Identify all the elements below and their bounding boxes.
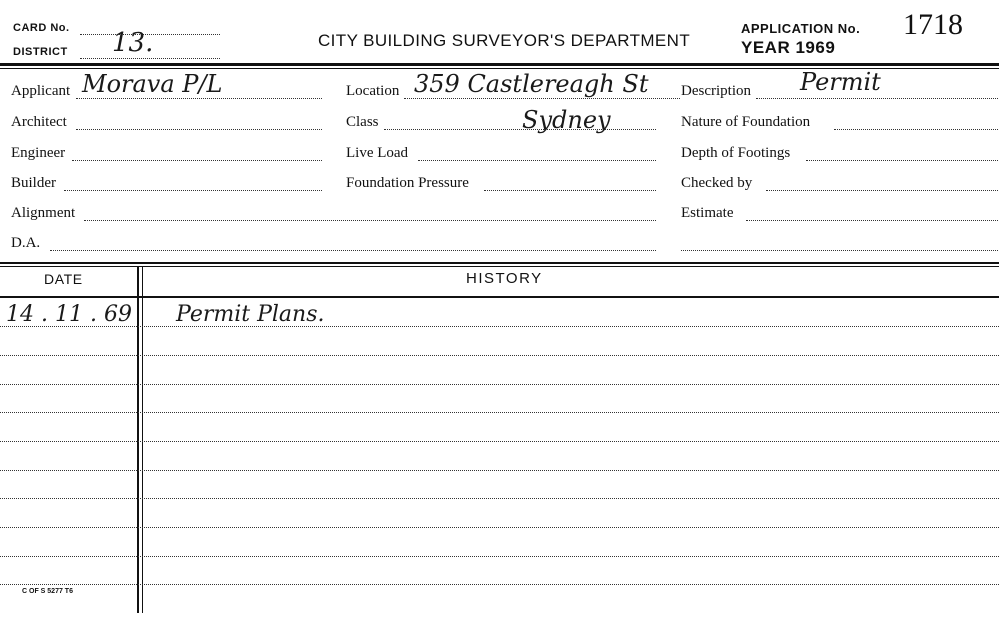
class-line	[384, 129, 656, 130]
date-header: DATE	[44, 271, 83, 287]
history-row-line	[0, 527, 999, 528]
architect-line	[76, 129, 322, 130]
builder-line	[64, 190, 322, 191]
applicant-label: Applicant	[11, 83, 71, 99]
history-header: HISTORY	[466, 270, 543, 287]
location-value: 359 Castlereagh St	[414, 70, 649, 98]
history-row-line	[0, 326, 999, 327]
history-row-line	[0, 584, 999, 585]
estimate-label: Estimate	[681, 205, 734, 221]
history-row-line	[0, 355, 999, 356]
district-value: 13.	[112, 28, 154, 58]
history-entry-date: 14 . 11 . 69	[6, 302, 132, 327]
alignment-line	[84, 220, 656, 221]
history-row-line	[0, 470, 999, 471]
history-row-line	[0, 556, 999, 557]
architect-label: Architect	[11, 114, 67, 130]
alignment-label: Alignment	[11, 205, 76, 221]
location-label: Location	[346, 83, 400, 99]
builder-label: Builder	[11, 175, 56, 191]
live-load-line	[418, 160, 656, 161]
history-row-line	[0, 498, 999, 499]
applicant-value: Morava P/L	[82, 70, 223, 98]
history-top-rule	[0, 262, 999, 264]
history-row-line	[0, 384, 999, 385]
da-line	[50, 250, 656, 251]
checked-by-label: Checked by	[681, 175, 753, 191]
depth-of-footings-label: Depth of Footings	[681, 145, 791, 161]
district-label: DISTRICT	[13, 46, 68, 58]
history-header-rule	[0, 296, 999, 298]
estimate-line	[746, 220, 998, 221]
date-column-divider-thin	[142, 266, 143, 613]
top-rule-thick	[0, 63, 999, 66]
engineer-label: Engineer	[11, 145, 66, 161]
description-line	[756, 98, 998, 99]
application-no-value: 1718	[903, 8, 963, 41]
location-line	[404, 98, 680, 99]
year-label: YEAR 1969	[741, 38, 836, 57]
description-label: Description	[681, 83, 751, 99]
applicant-line	[76, 98, 322, 99]
foundation-pressure-label: Foundation Pressure	[346, 175, 469, 191]
depth-of-footings-line	[806, 160, 998, 161]
nature-of-foundation-line	[834, 129, 998, 130]
history-row-line	[0, 441, 999, 442]
application-no-label: APPLICATION No.	[741, 21, 861, 36]
blank-line	[681, 250, 998, 251]
history-entry-text: Permit Plans.	[176, 302, 325, 327]
engineer-line	[72, 160, 322, 161]
form-code: C OF S 5277 T6	[22, 588, 73, 595]
date-column-divider	[137, 266, 139, 613]
department-title: CITY BUILDING SURVEYOR'S DEPARTMENT	[318, 31, 691, 50]
history-top-rule-thin	[0, 266, 999, 267]
live-load-label: Live Load	[346, 145, 409, 161]
class-label: Class	[346, 114, 379, 130]
foundation-pressure-line	[484, 190, 656, 191]
card-no-label: CARD No.	[13, 22, 70, 34]
class-value: Sydney	[522, 106, 611, 134]
checked-by-line	[766, 190, 998, 191]
district-line	[80, 58, 220, 59]
history-row-line	[0, 412, 999, 413]
da-label: D.A.	[11, 235, 41, 251]
nature-of-foundation-label: Nature of Foundation	[681, 114, 811, 130]
description-value: Permit	[800, 68, 881, 96]
